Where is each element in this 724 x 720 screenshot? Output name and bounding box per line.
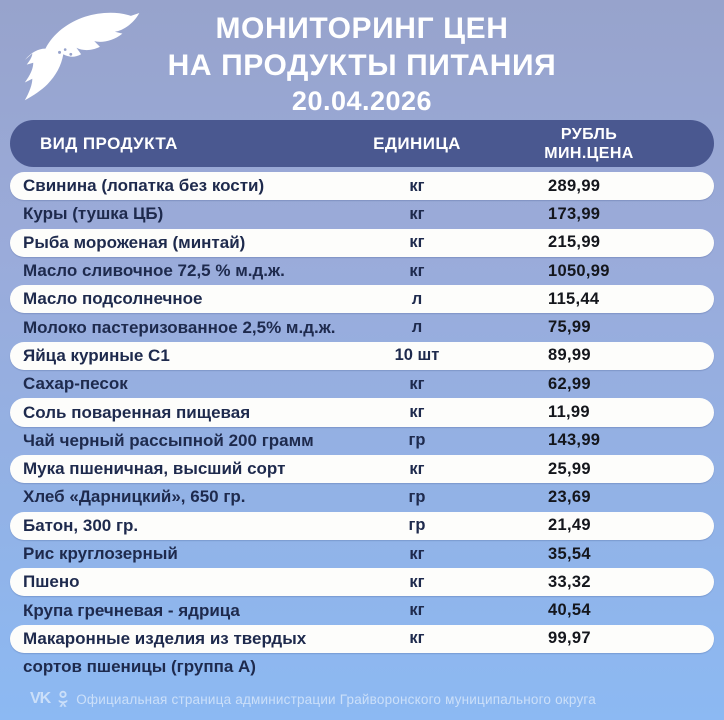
table-header-row	[10, 120, 714, 167]
odnoklassniki-icon	[57, 690, 69, 708]
table-row: Яйца куриные С1 10 шт 89,99	[10, 342, 714, 370]
table-row: Масло подсолнечное л 115,44	[10, 285, 714, 313]
table-row: Макаронные изделия из твердых кг 99,97	[10, 625, 714, 653]
column-header-product: ВИД ПРОДУКТА	[40, 133, 178, 153]
title-line-2: НА ПРОДУКТЫ ПИТАНИЯ	[167, 49, 557, 82]
table-row: Куры (тушка ЦБ) кг 173,99	[23, 204, 601, 224]
table-row: Хлеб «Дарницкий», 650 гр. гр 23,69	[23, 487, 591, 507]
table-row: Рыба мороженая (минтай) кг 215,99	[10, 229, 714, 257]
header	[0, 0, 724, 120]
footer	[30, 690, 596, 708]
footer-caption: Официальная страница администрации Грайворонского муниципального округа	[76, 691, 596, 707]
table-row: Батон, 300 гр. гр 21,49	[10, 512, 714, 540]
table-row: Сахар-песок кг 62,99	[23, 374, 591, 394]
title-line-1: МОНИТОРИНГ ЦЕН	[215, 12, 509, 45]
price-table	[10, 120, 714, 681]
column-header-unit: ЕДИНИЦА	[373, 133, 461, 153]
table-row: Соль поваренная пищевая кг 11,99	[10, 398, 714, 426]
table-row: Свинина (лопатка без кости) кг 289,99	[10, 172, 714, 200]
table-row-continuation: сортов пшеницы (группа А)	[23, 657, 256, 677]
table-row: Мука пшеничная, высший сорт кг 25,99	[10, 455, 714, 483]
column-header-price: РУБЛЬ МИН.ЦЕНА	[544, 125, 634, 162]
table-row: Пшено кг 33,32	[10, 568, 714, 596]
table-row: Молоко пастеризованное 2,5% м.д.ж. л 75,99	[23, 317, 591, 337]
vk-icon: VK	[30, 690, 51, 707]
date: 20.04.2026	[291, 86, 433, 116]
table-row: Крупа гречневая - ядрица кг 40,54	[23, 600, 591, 620]
table-row: Масло сливочное 72,5 % м.д.ж. кг 1050,99	[23, 261, 610, 281]
table-row: Чай черный рассыпной 200 грамм гр 143,99	[23, 430, 601, 450]
table-body	[10, 172, 714, 681]
page-title	[0, 10, 724, 117]
table-row: Рис круглозерный кг 35,54	[23, 544, 591, 563]
